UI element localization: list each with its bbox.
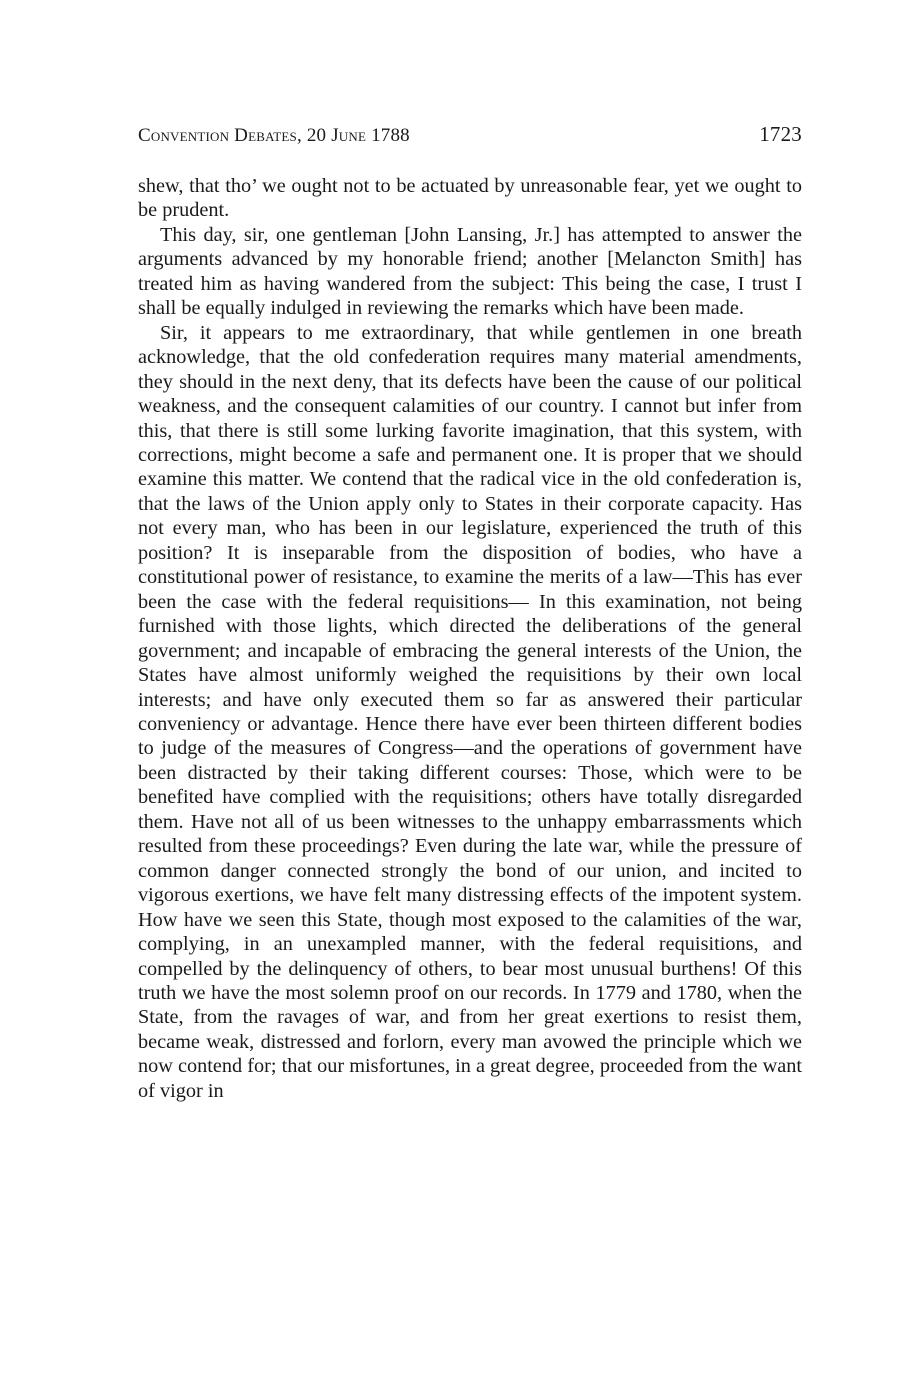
document-page [138, 122, 802, 1103]
page-number: 1723 [759, 122, 802, 146]
paragraph-lansing-smith: This day, sir, one gentleman [John Lansing, Jr.] has attempted to answer the arguments advanced by my honorable friend; another [Melancton Smith] has treated him as having wandered from the subject: This being the case, I trust I shall be equally indulged in reviewing the remarks which have been made. [138, 223, 802, 320]
running-title: Convention Debates, 20 June 1788 [138, 125, 410, 146]
running-head [138, 122, 802, 148]
paragraph-confederation-argument: Sir, it appears to me extraordinary, that while gentlemen in one breath acknowledge, that the old confederation requires many material amendments, they should in the next deny, that its defects have been the cause of our political weakness, and the consequent calamities of our country. I cannot but infer from this, that there is still some lurking favorite imagination, that this system, with corrections, might become a safe and permanent one. It is proper that we should examine this matter. We contend that the radical vice in the old confederation is, that the laws of the Union apply only to States in their corporate capacity. Has not every man, who has been in our legislature, experienced the truth of this position? It is inseparable from the disposition of bodies, who have a constitutional power of resistance, to examine the merits of a law—This has ever been the case with the federal requisitions— In this examination, not being furnished with those lights, which directed the deliberations of the general government; and incapable of embracing the general interests of the Union, the States have almost uniformly weighed the requisitions by their own local interests; and have only executed them so far as answered their particular conveniency or advantage. Hence there have ever been thirteen different bodies to judge of the measures of Congress—and the operations of government have been distracted by their taking different courses: Those, which were to be benefited have complied with the requisitions; others have totally disregarded them. Have not all of us been witnesses to the unhappy embarrassments which resulted from these proceedings? Even during the late war, while the pressure of common danger connected strongly the bond of our union, and incited to vigorous exertions, we have felt many distressing effects of the impotent system. How have we seen this State, though most exposed to the calamities of the war, complying, in an unexampled manner, with the federal requisitions, and compelled by the delinquency of others, to bear most unusual burthens! Of this truth we have the most solemn proof on our records. In 1779 and 1780, when the State, from the ravages of war, and from her great exertions to resist them, became weak, distressed and forlorn, every man avowed the principle which we now contend for; that our misfortunes, in a great degree, proceeded from the want of vigor in [138, 321, 802, 1102]
body-text [138, 174, 802, 1103]
paragraph-continuation: shew, that tho’ we ought not to be actuated by unreasonable fear, yet we ought to be prudent. [138, 175, 802, 222]
